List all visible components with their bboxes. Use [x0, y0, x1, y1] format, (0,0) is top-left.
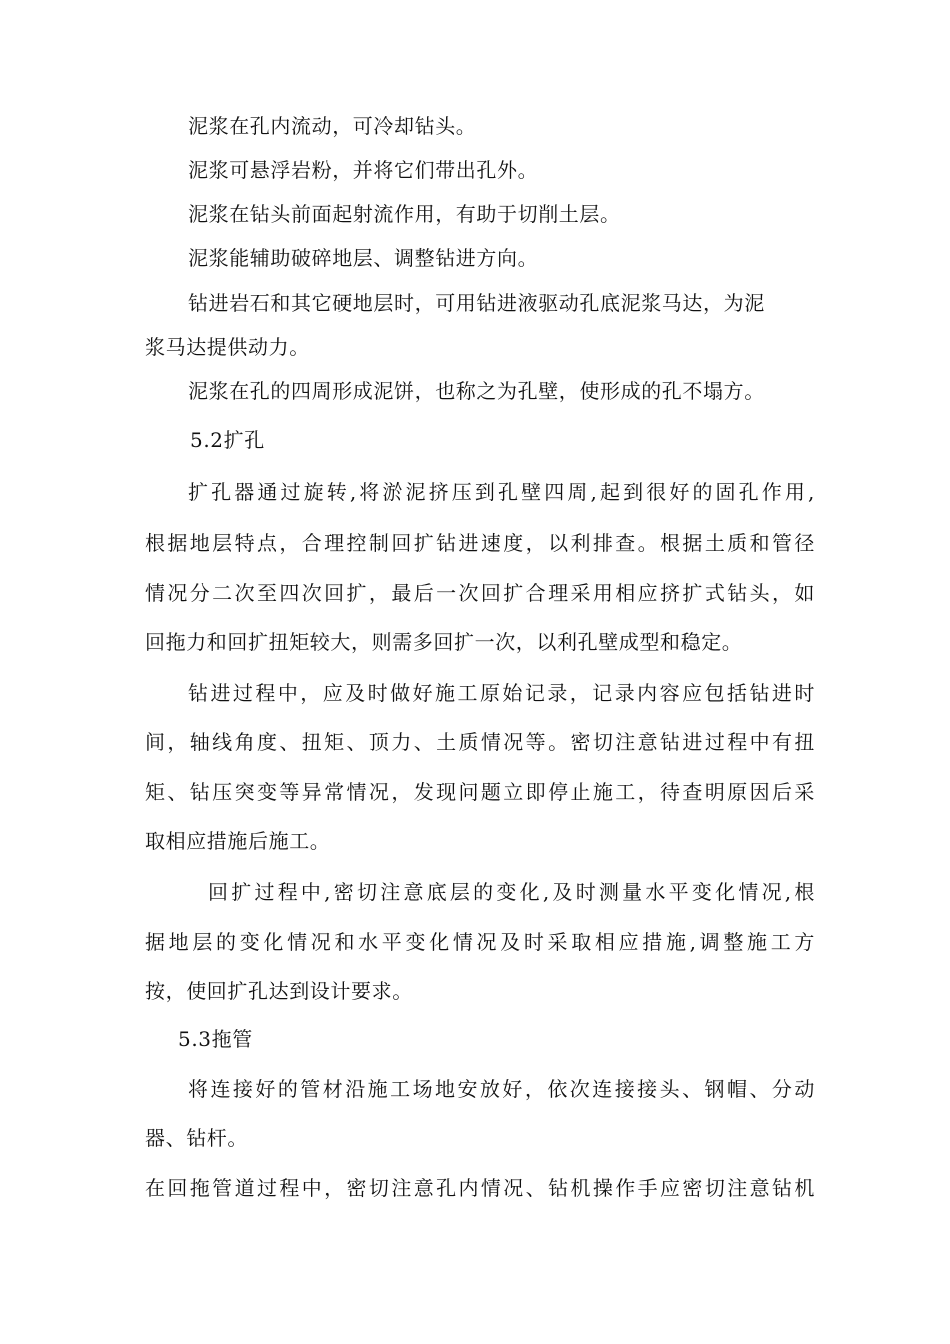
paragraph-pipe-setup-line1: 将连接好的管材沿施工场地安放好，依次连接接头、钢帽、分动: [188, 1077, 815, 1101]
paragraph-pullback-line1: 在回拖管道过程中，密切注意孔内情况、钻机操作手应密切注意钻机: [145, 1176, 815, 1200]
paragraph-mud-motor-line1: 钻进岩石和其它硬地层时，可用钻进液驱动孔底泥浆马达，为泥: [188, 291, 765, 315]
paragraph-mud-motor-line2: 浆马达提供动力。: [145, 335, 310, 359]
paragraph-reaming-line2: 根据地层特点，合理控制回扩钻进速度，以利排查。根据土质和管径: [145, 531, 815, 555]
paragraph-records-line1: 钻进过程中，应及时做好施工原始记录，记录内容应包括钻进时: [188, 681, 815, 705]
paragraph-mud-jet: 泥浆在钻头前面起射流作用，有助于切削土层。: [188, 202, 621, 226]
paragraph-reaming-line1: 扩孔器通过旋转,将淤泥挤压到孔壁四周,起到很好的固孔作用,: [188, 480, 815, 504]
paragraph-mud-cake: 泥浆在孔的四周形成泥饼，也称之为孔壁，使形成的孔不塌方。: [188, 379, 765, 403]
paragraph-mud-suspension: 泥浆可悬浮岩粉，并将它们带出孔外。: [188, 158, 539, 182]
paragraph-records-line2: 间，轴线角度、扭矩、顶力、土质情况等。密切注意钻进过程中有扭: [145, 730, 815, 754]
paragraph-mud-cooling: 泥浆在孔内流动，可冷却钻头。: [188, 114, 477, 138]
paragraph-back-reaming-line3: 按，使回扩孔达到设计要求。: [145, 979, 413, 1003]
section-heading-5-2: 5.2扩孔: [190, 428, 265, 452]
paragraph-reaming-line3: 情况分二次至四次回扩，最后一次回扩合理采用相应挤扩式钻头，如: [145, 581, 815, 605]
paragraph-pipe-setup-line2: 器、钻杆。: [145, 1126, 248, 1150]
paragraph-reaming-line4: 回拖力和回扩扭矩较大，则需多回扩一次，以利孔壁成型和稳定。: [145, 630, 743, 654]
paragraph-back-reaming-line2: 据地层的变化情况和水平变化情况及时采取相应措施,调整施工方: [145, 930, 815, 954]
paragraph-back-reaming-line1: 回扩过程中,密切注意底层的变化,及时测量水平变化情况,根: [208, 880, 815, 904]
paragraph-records-line4: 取相应措施后施工。: [145, 829, 331, 853]
paragraph-mud-breaking: 泥浆能辅助破碎地层、调整钻进方向。: [188, 246, 539, 270]
paragraph-records-line3: 矩、钻压突变等异常情况，发现问题立即停止施工，待查明原因后采: [145, 780, 815, 804]
section-heading-5-3: 5.3拖管: [178, 1027, 253, 1051]
